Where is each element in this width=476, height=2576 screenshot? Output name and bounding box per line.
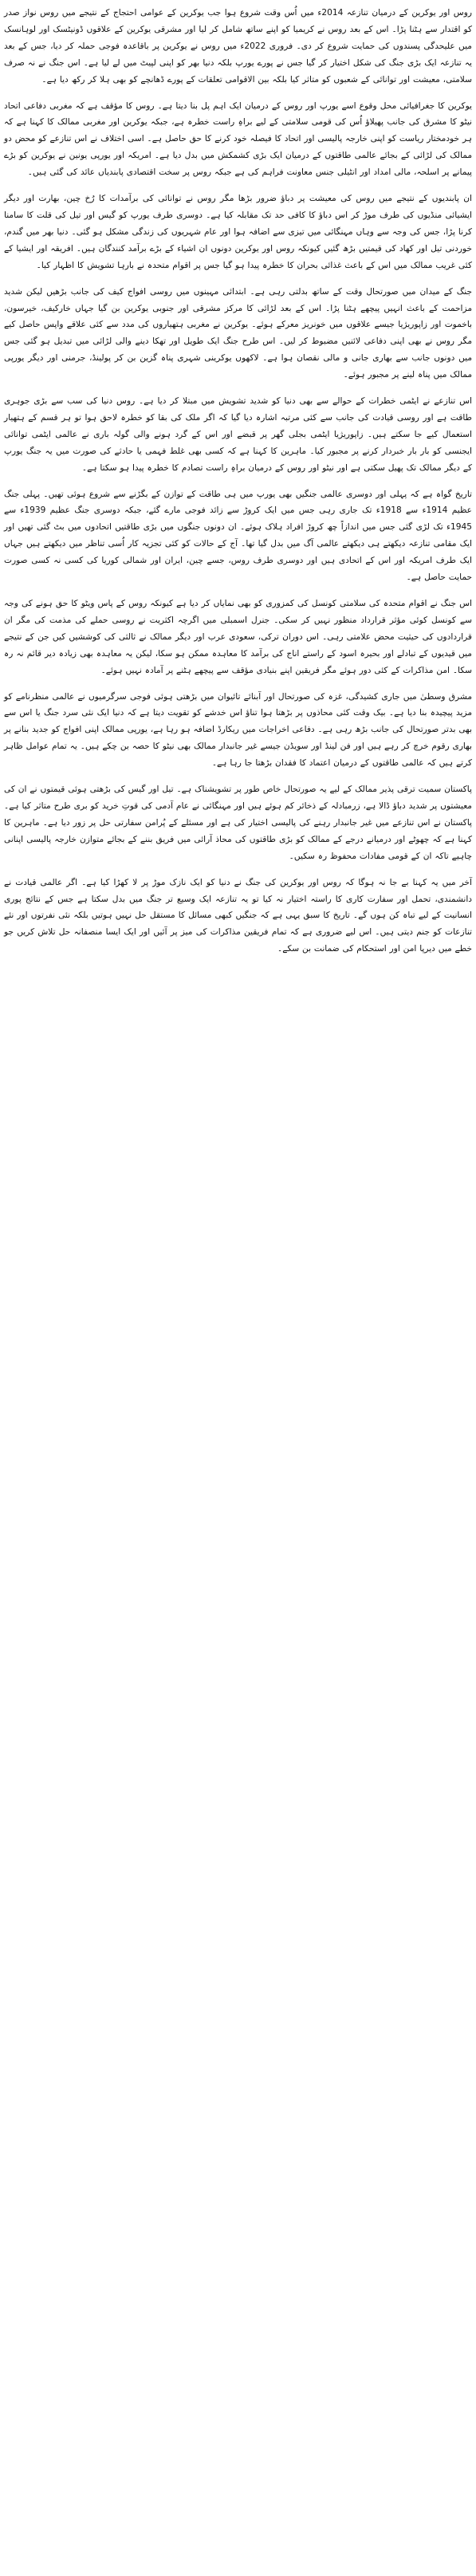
article-paragraph-2: یوکرین کا جغرافیائی محل وقوع اسے یورپ اور روس کے درمیان ایک اہم پل بنا دیتا ہے۔ روس کا مؤقف ہے کہ مغربی دفاعی اتحاد نیٹو کا مشرق کی جانب پھیلاؤ اُس کی قومی سلامتی کے لیے براہِ راست خطرہ ہے، جبکہ یوکرین اور مغربی ممالک کا کہنا ہے کہ ہر خودمختار ریاست کو اپنی خارجہ پالیسی اور اتحاد کا فیصلہ خود کرنے کا حق حاصل ہے۔ اسی اختلاف نے اس تنازعے کو محض دو ممالک کی لڑائی کے بجائے عالمی طاقتوں کے درمیان ایک بڑی کشمکش میں بدل دیا ہے۔ امریکہ اور یورپی یونین نے یوکرین کو بڑے پیمانے پر اسلحہ، مالی امداد اور انٹیلی جنس معاونت فراہم کی ہے جبکہ روس پر سخت اقتصادی پابندیاں عائد کی گئی ہیں۔ [4, 100, 472, 178]
article-paragraph-8: مشرق وسطیٰ میں جاری کشیدگی، غزہ کی صورتحال اور آبنائے تائیوان میں بڑھتی ہوئی فوجی سرگرمیوں نے عالمی منظرنامے کو مزید پیچیدہ بنا دیا ہے۔ بیک وقت کئی محاذوں پر بڑھتا ہوا تناؤ اس خدشے کو تقویت دیتا ہے کہ دنیا ایک نئی سرد جنگ یا اس سے بھی بدتر صورتحال کی جانب بڑھ رہی ہے۔ دفاعی اخراجات میں ریکارڈ اضافہ ہو رہا ہے، یورپی ممالک اپنی افواج کو جدید بنانے پر بھاری رقوم خرچ کر رہے ہیں اور فن لینڈ اور سویڈن جیسے غیر جانبدار ممالک بھی نیٹو کا حصہ بن چکے ہیں۔ یہ تمام عوامل ظاہر کرتے ہیں کہ عالمی طاقتوں کے درمیان اعتماد کا فقدان بڑھتا جا رہا ہے۔ [4, 691, 472, 769]
article-paragraph-3: ان پابندیوں کے نتیجے میں روس کی معیشت پر دباؤ ضرور بڑھا مگر روس نے توانائی کی برآمدات کا رُخ چین، بھارت اور دیگر ایشیائی منڈیوں کی طرف موڑ کر اس دباؤ کا کافی حد تک مقابلہ کیا ہے۔ دوسری طرف یورپ کو گیس اور تیل کی قلت کا سامنا کرنا پڑا، جس کی وجہ سے وہاں مہنگائی میں تیزی سے اضافہ ہوا اور عام شہریوں کی زندگی مشکل ہو گئی۔ دنیا بھر میں گندم، خوردنی تیل اور کھاد کی قیمتیں بڑھ گئیں کیونکہ روس اور یوکرین دونوں ان اشیاء کے بڑے برآمد کنندگان ہیں۔ افریقہ اور ایشیا کے کئی غریب ممالک میں اس کے باعث غذائی بحران کا خطرہ پیدا ہو گیا جس پر اقوام متحدہ نے بارہا تشویش کا اظہار کیا۔ [4, 194, 472, 270]
article-paragraph-9: پاکستان سمیت ترقی پذیر ممالک کے لیے یہ صورتحال خاص طور پر تشویشناک ہے۔ تیل اور گیس کی بڑھتی ہوئی قیمتوں نے ان کی معیشتوں پر شدید دباؤ ڈالا ہے، زرمبادلہ کے ذخائر کم ہوئے ہیں اور مہنگائی نے عام آدمی کی قوتِ خرید کو بری طرح متاثر کیا ہے۔ پاکستان نے اس تنازعے میں غیر جانبدار رہنے کی پالیسی اختیار کی ہے اور مسئلے کے پُرامن سفارتی حل پر زور دیا ہے۔ ماہرین کا کہنا ہے کہ چھوٹے اور درمیانے درجے کے ممالک کو بڑی طاقتوں کی محاذ آرائی میں فریق بننے کے بجائے متوازن خارجہ پالیسی اپنانی چاہیے تاکہ ان کے قومی مفادات محفوظ رہ سکیں۔ [4, 785, 472, 861]
article-paragraph-1: روس اور یوکرین کے درمیان تنازعہ 2014ء میں اُس وقت شروع ہوا جب یوکرین کے عوامی احتجاج کے نتیجے میں روس نواز صدر کو اقتدار سے ہٹنا پڑا۔ اس کے بعد روس نے کریمیا کو اپنے ساتھ شامل کر لیا اور مشرقی یوکرین کے علاقوں ڈونیٹسک اور لوہانسک میں علیحدگی پسندوں کی حمایت شروع کر دی۔ فروری 2022ء میں روس نے یوکرین پر باقاعدہ فوجی حملہ کر دیا، جس کے بعد یہ تنازعہ ایک بڑی جنگ کی شکل اختیار کر گیا جس نے پورے یورپ بلکہ دنیا بھر کو اپنی لپیٹ میں لے لیا ہے۔ اس جنگ نے نہ صرف سلامتی، معیشت اور توانائی کے شعبوں کو متاثر کیا بلکہ بین الاقوامی تعلقات کے پورے ڈھانچے کو بھی ہلا کر رکھ دیا ہے۔ [4, 8, 472, 85]
article-paragraph-5: اس تنازعے نے ایٹمی خطرات کے حوالے سے بھی دنیا کو شدید تشویش میں مبتلا کر دیا ہے۔ روس دنیا کی سب سے بڑی جوہری طاقت ہے اور روسی قیادت کی جانب سے کئی مرتبہ اشارہ دیا گیا کہ اگر ملک کی بقا کو خطرہ لاحق ہوا تو ہر قسم کے ہتھیار استعمال کیے جا سکتے ہیں۔ زاپوریژیا ایٹمی بجلی گھر پر قبضے اور اس کے گرد ہونے والی گولہ باری نے عالمی ایٹمی توانائی ایجنسی کو بار بار خبردار کرنے پر مجبور کیا۔ ماہرین کا کہنا ہے کہ کسی بھی غلط فہمی یا حادثے کی صورت میں یہ جنگ یورپ کے دیگر ممالک تک پھیل سکتی ہے اور نیٹو اور روس کے درمیان براہِ راست تصادم کا خطرہ پیدا ہو سکتا ہے۔ [4, 396, 472, 473]
article-paragraph-4: جنگ کے میدان میں صورتحال وقت کے ساتھ بدلتی رہی ہے۔ ابتدائی مہینوں میں روسی افواج کیف کی جانب بڑھیں لیکن شدید مزاحمت کے باعث انہیں پیچھے ہٹنا پڑا۔ اس کے بعد لڑائی کا مرکز مشرقی اور جنوبی یوکرین بن گیا جہاں خارکیف، خیرسون، باخموت اور زاپوریژیا جیسے علاقوں میں خونریز معرکے ہوئے۔ یوکرین نے مغربی ہتھیاروں کی مدد سے کئی علاقے واپس حاصل کیے مگر روس نے بھی اپنی دفاعی لائنیں مضبوط کر لیں۔ اس طرح جنگ ایک طویل اور تھکا دینے والی لڑائی میں تبدیل ہو گئی جس میں دونوں جانب سے بھاری جانی و مالی نقصان ہوا ہے۔ لاکھوں یوکرینی شہری پناہ گزین بن کر پولینڈ، جرمنی اور دیگر یورپی ممالک میں پناہ لینے پر مجبور ہوئے۔ [4, 286, 472, 380]
article-paragraph-7: اس جنگ نے اقوام متحدہ کی سلامتی کونسل کی کمزوری کو بھی نمایاں کر دیا ہے کیونکہ روس کے پاس ویٹو کا حق ہونے کی وجہ سے کونسل کوئی مؤثر قرارداد منظور نہیں کر سکی۔ جنرل اسمبلی میں اگرچہ اکثریت نے روسی حملے کی مذمت کی مگر ان قراردادوں کی حیثیت محض علامتی رہی۔ اس دوران ترکی، سعودی عرب اور دیگر ممالک نے ثالثی کی کوششیں کیں جن کے نتیجے میں قیدیوں کے تبادلے اور بحیرہ اسود کے راستے اناج کی برآمد کا معاہدہ ممکن ہو سکا، لیکن یہ معاہدہ بھی زیادہ دیر قائم نہ رہ سکا۔ امن مذاکرات کے کئی دور ہوئے مگر فریقین اپنے بنیادی مؤقف سے پیچھے ہٹنے پر آمادہ نہیں ہوئے۔ [4, 599, 472, 675]
article-paragraph-10: آخر میں یہ کہنا بے جا نہ ہوگا کہ روس اور یوکرین کی جنگ نے دنیا کو ایک نازک موڑ پر لا کھڑا کیا ہے۔ اگر عالمی قیادت نے دانشمندی، تحمل اور سفارت کاری کا راستہ اختیار نہ کیا تو یہ تنازعہ ایک وسیع تر جنگ میں بدل سکتا ہے جس کے نتائج پوری انسانیت کے لیے تباہ کن ہوں گے۔ تاریخ کا سبق یہی ہے کہ جنگیں کبھی مسائل کا مستقل حل نہیں ہوتیں بلکہ نئی نفرتوں اور نئے تنازعات کو جنم دیتی ہیں۔ اس لیے ضروری ہے کہ تمام فریقین مذاکرات کی میز پر آئیں اور ایک ایسا منصفانہ حل تلاش کریں جو خطے میں دیرپا امن اور استحکام کی ضمانت بن سکے۔ [4, 877, 472, 954]
article-paragraph-6: تاریخ گواہ ہے کہ پہلی اور دوسری عالمی جنگیں بھی یورپ میں ہی طاقت کے توازن کے بگڑنے سے شروع ہوئی تھیں۔ پہلی جنگ عظیم 1914ء سے 1918ء تک جاری رہی جس میں ایک کروڑ سے زائد فوجی مارے گئے، جبکہ دوسری جنگ عظیم 1939ء سے 1945ء تک لڑی گئی جس میں اندازاً چھ کروڑ افراد ہلاک ہوئے۔ ان دونوں جنگوں میں بڑی طاقتیں اتحادوں میں بٹ گئی تھیں اور ایک مقامی تنازعہ دیکھتے ہی دیکھتے عالمی آگ میں بدل گیا تھا۔ آج کے حالات کو کئی تجزیہ کار اُسی تناظر میں دیکھتے ہیں جہاں ایک طرف امریکہ اور اس کے اتحادی ہیں اور دوسری طرف روس، جسے چین، ایران اور شمالی کوریا کی کسی نہ کسی صورت حمایت حاصل ہے۔ [4, 489, 472, 583]
